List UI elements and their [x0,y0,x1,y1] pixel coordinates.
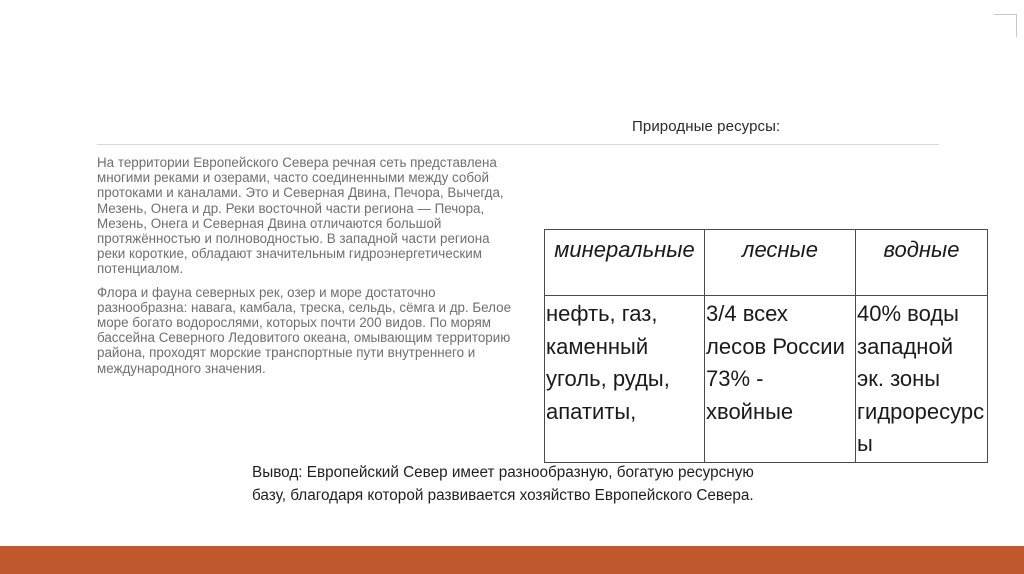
paragraph-flora-fauna: Флора и фауна северных рек, озер и море достаточно разнообразна: навага, камбала, треска, сельдь, сёмга и др. Белое море богато водорослями, которых почти 200 видов. По морям бассейна Северного Ледовитого океана, омывающим территорию района, проходят морские транспортные пути внутреннего и международного значения. [97,284,512,376]
title-divider [97,144,939,145]
table-row [545,296,988,463]
conclusion-text: Вывод: Европейский Север имеет разнообразную, богатую ресурсную базу, благодаря которой развивается хозяйство Европейского Севера. [252,464,754,504]
rivers-description [97,155,512,384]
header-mineral: минеральные [545,230,705,296]
paragraph-rivers: На территории Европейского Севера речная сеть представлена многими реками и озерами, часто соединенными между собой протоками и каналами. Это и Северная Двина, Печора, Вычегда, Мезень, Онега и др. Реки восточной части региона — Печора, Мезень, Онега и Северная Двина отличаются большой протяжённостью и полноводностью. В западной части региона реки короткие, обладают значительным гидроэнергетическим потенциалом. [97,155,504,277]
table-header-row [545,230,988,296]
cell-water: 40% воды западной эк. зоны гидроресурсы [856,296,988,463]
footer-bar [0,546,1024,574]
resources-table [544,229,988,463]
header-forest: лесные [705,230,856,296]
corner-decoration [994,14,1017,37]
cell-forest: 3/4 всех лесов России 73% - хвойные [705,296,856,463]
resources-title: Природные ресурсы: [632,118,781,135]
cell-mineral: нефть, газ, каменный уголь, руды, апатиты, [545,296,705,463]
header-water: водные [856,230,988,296]
